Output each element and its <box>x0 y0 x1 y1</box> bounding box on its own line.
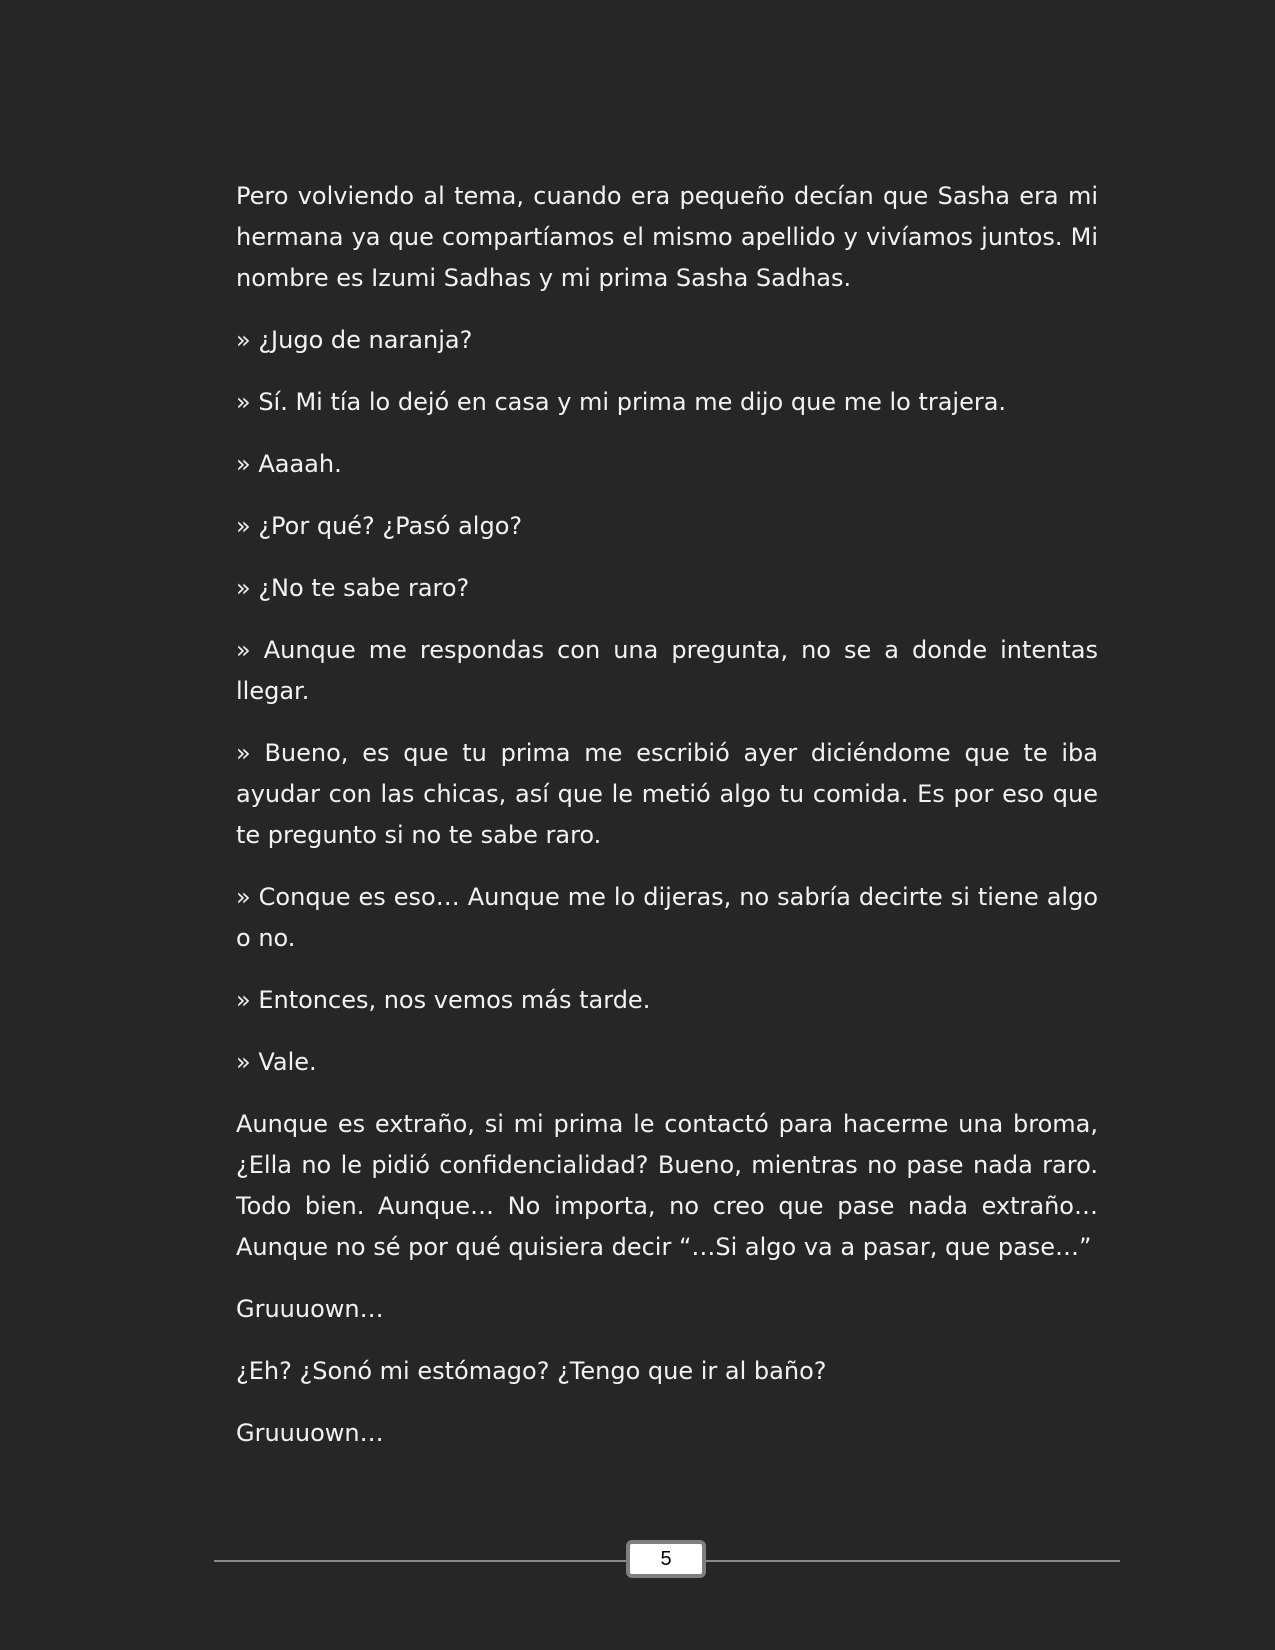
dialogue-line: » ¿Jugo de naranja? <box>236 326 473 354</box>
paragraph: Pero volviendo al tema, cuando era pequeño decían que Sasha era mi hermana ya que compartíamos el mismo apellido y vivíamos juntos. Mi nombre es Izumi Sadhas y mi prima Sasha Sadhas. <box>236 182 1098 292</box>
page-number: 5 <box>626 1540 706 1578</box>
dialogue-line: » ¿No te sabe raro? <box>236 574 470 602</box>
paragraph: Gruuuown… <box>236 1419 384 1447</box>
paragraph: Aunque es extraño, si mi prima le contactó para hacerme una broma, ¿Ella no le pidió confidencialidad? Bueno, mientras no pase nada raro. Todo bien. Aunque… No importa, no creo que pase nada extraño… Aunque no sé por qué quisiera decir “…Si algo va a pasar, que pase…” <box>236 1110 1098 1261</box>
dialogue-line: » Conque es eso… Aunque me lo dijeras, no sabría decirte si tiene algo o no. <box>236 883 1098 952</box>
paragraph: ¿Eh? ¿Sonó mi estómago? ¿Tengo que ir al baño? <box>236 1357 827 1385</box>
dialogue-line: » Entonces, nos vemos más tarde. <box>236 986 651 1014</box>
page-body-text <box>236 176 1098 1475</box>
dialogue-line: » Aaaah. <box>236 450 342 478</box>
paragraph: Gruuuown… <box>236 1295 384 1323</box>
dialogue-line: » Sí. Mi tía lo dejó en casa y mi prima me dijo que me lo trajera. <box>236 388 1007 416</box>
dialogue-line: » ¿Por qué? ¿Pasó algo? <box>236 512 523 540</box>
dialogue-line: » Bueno, es que tu prima me escribió ayer diciéndome que te iba ayudar con las chicas, así que le metió algo tu comida. Es por eso que te pregunto si no te sabe raro. <box>236 739 1098 849</box>
dialogue-line: » Vale. <box>236 1048 317 1076</box>
dialogue-line: » Aunque me respondas con una pregunta, no se a donde intentas llegar. <box>236 636 1098 705</box>
